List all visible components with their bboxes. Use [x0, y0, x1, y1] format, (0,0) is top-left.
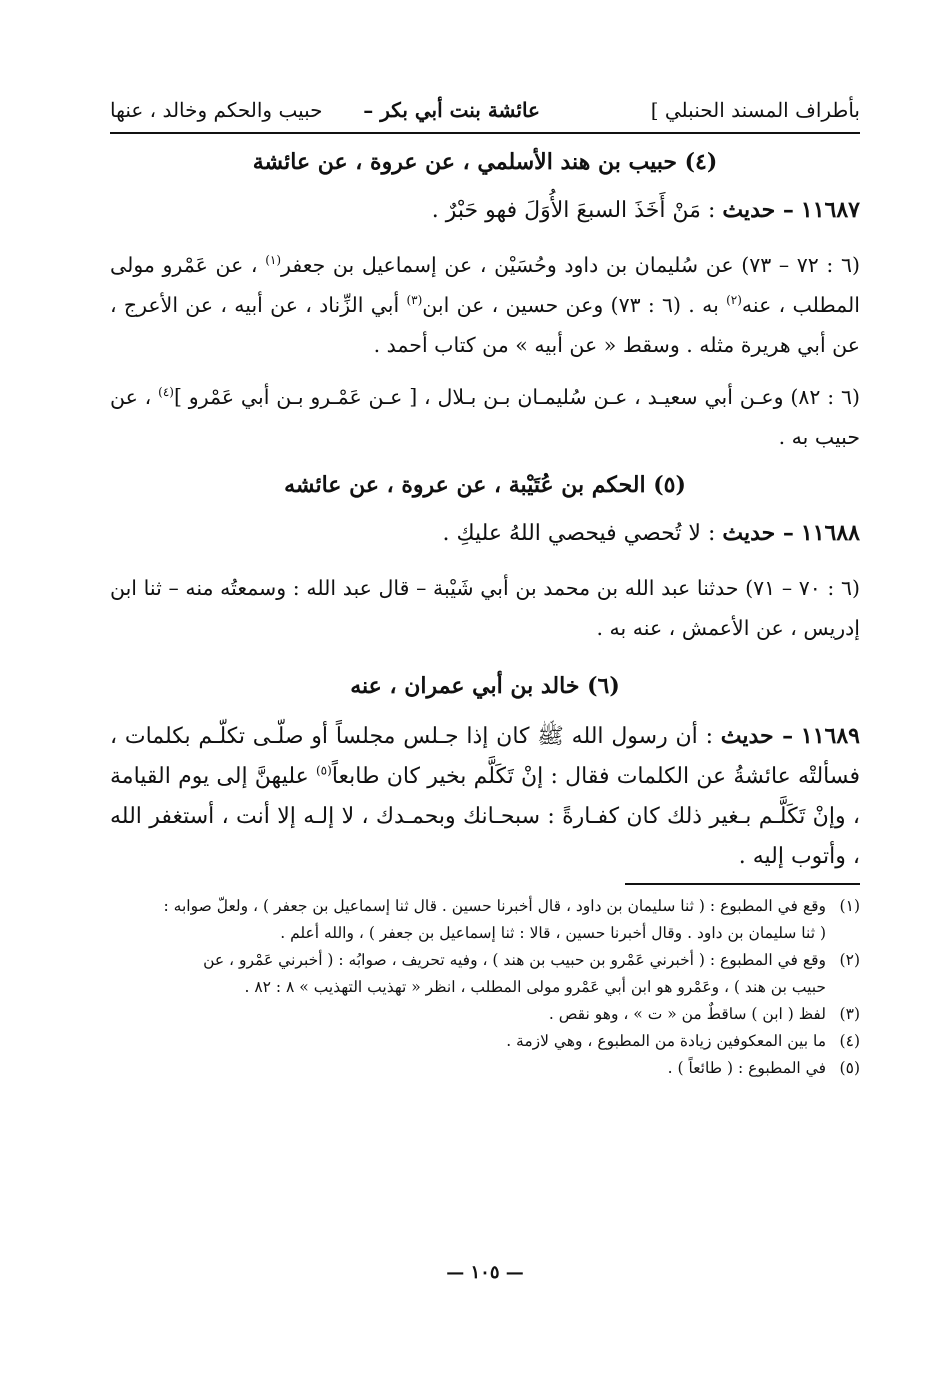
footnote-ref: (١) — [265, 253, 282, 268]
footnote-ref: (٢) — [726, 293, 742, 308]
footnote-text: لفظ ( ابن ) ساقطٌ من « ت » ، وهو نقص . — [548, 1005, 826, 1023]
isnad-text: به . (٦ : ٧٣) وعن حسين ، عن ابن — [422, 293, 719, 317]
hadith-number: ١١٦٨٨ — [800, 520, 860, 546]
footnote-label: (٤) — [839, 1032, 860, 1050]
footnote-item — [110, 1001, 860, 1028]
isnad-text: (٦ : ٨٢) وعـن أبي سعيـد ، عـن سُليمـان بـن بـلال ، [ عـن عَمْـرو بـن أبي عَمْرو ] — [173, 385, 860, 409]
page-number: — ١٠٥ — — [446, 1262, 524, 1283]
hadith-text: : لا تُحصي فيحصي اللهُ عليكِ . — [442, 521, 716, 546]
isnad-text: ، عن عَمْرو مولى المطلب ، عنه — [110, 253, 860, 317]
isnad-paragraph — [110, 245, 860, 365]
hadith-text: : مَنْ أَخَذَ السبعَ الأُوَلَ فهو حَبْرٌ . — [431, 198, 716, 223]
hadith-keyword: – حديث — [722, 197, 794, 223]
footnote-ref: (٣) — [406, 293, 423, 308]
footnote-text: ما بين المعكوفين زيادة من المطبوع ، وهي لازمة . — [506, 1032, 826, 1050]
hadith-number: ١١٦٨٩ — [800, 723, 860, 749]
section-title-hakam: (٥) الحكم بن عُتَيْبة ، عن عروة ، عن عائشه — [284, 472, 686, 498]
hadith-text: عليهنَّ إلى يوم القيامة ، وإنْ تَكَلَّـم بـغير ذلك كان كفـارةً : سبحـانك وبحمـدك ، لا إلـه إلا أنت ، أستغفر الله ، وأتوب إليه . — [110, 764, 860, 869]
footnote-label: (٥) — [839, 1059, 860, 1077]
header-book-title: بأطراف المسند الحنبلي ] — [650, 98, 860, 122]
footnote-item — [110, 1055, 860, 1082]
footnote-text: وقع في المطبوع : ( أخبرني عَمْرو بن حبيب بن هند ) ، وفيه تحريف ، صوابُه : ( أخبرني عَمْرو ، عن — [203, 951, 826, 969]
footnote-text: وقع في المطبوع : ( ثنا سليمان بن داود ، قال أخبرنا حسين . قال ثنا إسماعيل بن جعفر ) ، ولعلّ صوابه : — [163, 897, 826, 915]
header-topics: حبيب والحكم وخالد ، عنها — [110, 98, 323, 122]
footnote-label: (٣) — [839, 1005, 860, 1023]
running-header — [110, 92, 860, 134]
footnote-ref: (٥) — [315, 763, 332, 778]
section-title-habib: (٤) حبيب بن هند الأسلمي ، عن عروة ، عن عائشة — [252, 149, 718, 175]
section-title-khalid: (٦) خالد بن أبي عمران ، عنه — [350, 673, 620, 699]
footnote-text: في المطبوع : ( طائعاً ) . — [667, 1059, 826, 1077]
isnad-paragraph: (٦ : ٧٠ – ٧١) حدثنا عبد الله بن محمد بن أبي شَيْبة – قال عبد الله : وسمعتُه منه – ثنا ابن إدريس ، عن الأعمش ، عنه به . — [110, 576, 860, 640]
hadith-11687 — [110, 190, 860, 231]
hadith-keyword: – حديث — [722, 520, 794, 546]
footnote-divider — [625, 883, 860, 885]
hadith-11688 — [110, 513, 860, 554]
hadith-text: : أن رسول الله ﷺ كان إذا جـلس مجلساً أو صلّـى تكلّـم بكلمات ، فسألتْه عائشةُ عن الكلمات فقال : إنْ تَكَلَّم بخير كان طابعاً — [110, 724, 860, 789]
hadith-11689 — [110, 716, 860, 877]
footnote-item — [110, 947, 860, 1001]
header-chapter-title: عائشة بنت أبي بكر – — [363, 98, 540, 122]
isnad-text: ، عن حبيب به . — [110, 385, 860, 449]
footnote-ref: (٤) — [158, 385, 174, 400]
book-page — [110, 92, 860, 1322]
hadith-keyword: – حديث — [720, 723, 794, 749]
footnotes-list — [110, 893, 860, 1082]
footnote-text-continued: حبيب بن هند ) ، وعَمْرو هو ابن أبي عَمْرو مولى المطلب ، انظر « تهذيب التهذيب » ٨ : ٨٢ . — [244, 978, 826, 996]
footnote-text-continued: ( ثنا سليمان بن داود . وقال أخبرنا حسين ، قالا : ثنا إسماعيل بن جعفر ) ، والله أعلم . — [280, 924, 826, 942]
footnote-label: (١) — [839, 897, 860, 915]
hadith-number: ١١٦٨٧ — [800, 197, 860, 223]
isnad-paragraph — [110, 377, 860, 457]
footnote-item — [110, 893, 860, 947]
footnote-item — [110, 1028, 860, 1055]
footnote-label: (٢) — [839, 951, 860, 969]
isnad-text: (٦ : ٧٢ – ٧٣) عن سُليمان بن داود وحُسَيْن ، عن إسماعيل بن جعفر — [281, 253, 860, 277]
isnad-text: أبي الزِّناد ، عن أبيه ، عن الأعرج ، عن أبي هريرة مثله . وسقط « عن أبيه » من كتاب أحمد . — [110, 293, 860, 357]
